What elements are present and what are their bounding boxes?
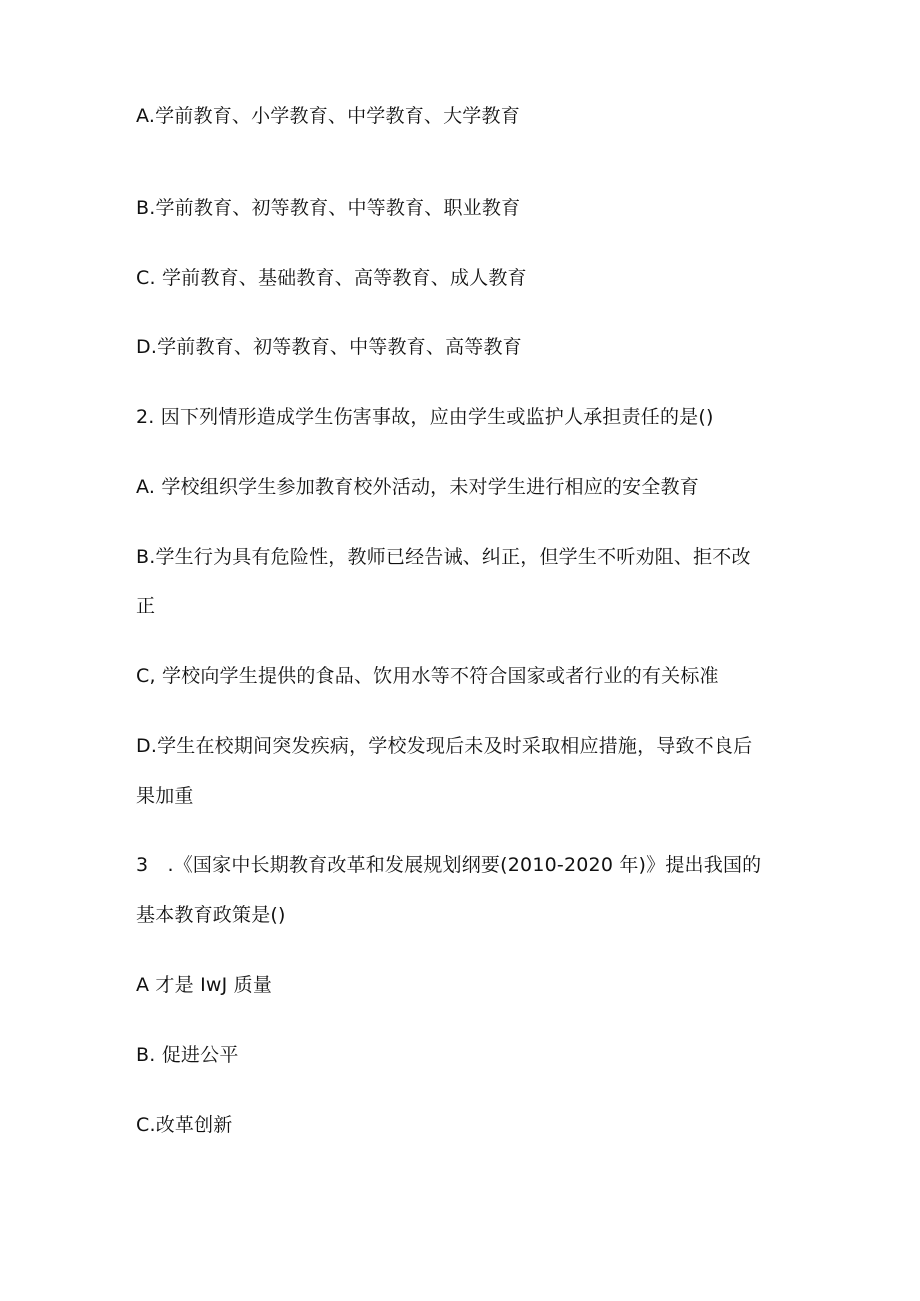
option-2d-text-line-1: D.学生在校期间突发疾病，学校发现后未及时采取相应措施，导致不良后 xyxy=(136,735,753,757)
option-1b-text: B.学前教育、初等教育、中等教育、职业教育 xyxy=(136,197,521,219)
question-3-text-line-2: 基本教育政策是() xyxy=(136,904,286,926)
question-3-text-line-1: 3 .《国家中长期教育改革和发展规划纲要(2010-2020 年)》提出我国的 xyxy=(136,854,762,876)
option-3a-text: A 才是 IwJ 质量 xyxy=(136,974,273,996)
question-2-text: 2. 因下列情形造成学生伤害事故，应由学生或监护人承担责任的是() xyxy=(136,406,714,428)
option-3c-text: C.改革创新 xyxy=(136,1114,233,1136)
option-1c-text: C. 学前教育、基础教育、高等教育、成人教育 xyxy=(136,267,527,289)
option-2a-text: A. 学校组织学生参加教育校外活动，未对学生进行相应的安全教育 xyxy=(136,476,699,498)
option-1a-text: A.学前教育、小学教育、中学教育、大学教育 xyxy=(136,105,520,127)
option-1d-text: D.学前教育、初等教育、中等教育、高等教育 xyxy=(136,336,522,358)
option-2b-text-line-1: B.学生行为具有危险性，教师已经告诫、纠正，但学生不听劝阻、拒不改 xyxy=(136,546,751,568)
option-3b-text: B. 促进公平 xyxy=(136,1044,239,1066)
option-2d-text-line-2: 果加重 xyxy=(136,785,194,807)
option-2c-text: C, 学校向学生提供的食品、饮用水等不符合国家或者行业的有关标准 xyxy=(136,665,719,687)
option-2b-text-line-2: 正 xyxy=(136,595,156,617)
